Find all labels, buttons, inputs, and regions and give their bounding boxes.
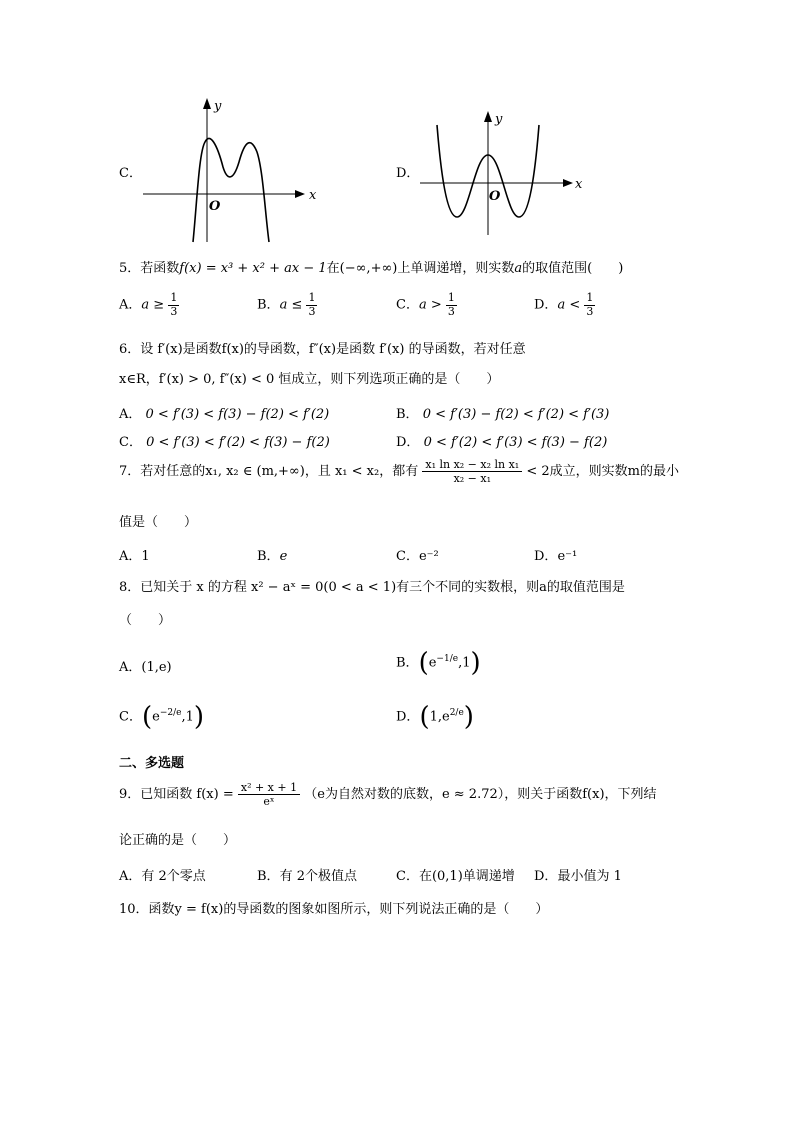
q7-option-d[interactable]: D．e⁻¹	[534, 549, 578, 564]
q8-stem-line1: 8．已知关于 x 的方程 x² − aˣ = 0(0 < a < 1)有三个不同的实数根，则a的取值范围是	[119, 580, 625, 595]
q6-stem-line2: x∈R，f′(x) > 0, f″(x) < 0 恒成立，则下列选项正确的是（ ）	[119, 372, 500, 387]
q8-option-c[interactable]: C．$(e^{-2/e},1)$	[119, 702, 205, 732]
q9-stem: 9．已知函数 f(x) = $\frac{\text{x² + x + 1}}{\text{eˣ}}$ （e为自然对数的底数，e ≈ 2.72），则关于函数f(x)，下列结	[119, 781, 657, 809]
graph-d-x-label: x	[575, 177, 583, 192]
q8-option-a[interactable]: A．(1,e)	[119, 660, 172, 675]
q6-stem-line1: 6．设 f′(x)是函数f(x)的导函数，f″(x)是函数 f′(x) 的导函数，若对任意	[119, 342, 526, 357]
graph-c-x-label: x	[309, 188, 317, 203]
q4-graph-d	[415, 105, 590, 240]
q9-option-b[interactable]: B．有 2个极值点	[257, 869, 357, 884]
q9-option-d[interactable]: D．最小值为 1	[534, 869, 622, 884]
q7-stem-line2: 值是（ ）	[119, 515, 198, 530]
graph-d-y-label: y	[495, 112, 503, 127]
q9-option-a[interactable]: A．有 2个零点	[119, 869, 206, 884]
q10-stem: 10．函数y = f(x)的导函数的图象如图所示，则下列说法正确的是（ ）	[119, 902, 549, 917]
q8-option-d[interactable]: D．$(1,e^{2/e})$	[396, 702, 474, 732]
q5-stem: 5．若函数f(x) = x³ + x² + ax − 1在(−∞,+∞)上单调递增，则实数a的取值范围( )	[119, 261, 624, 276]
q4-option-c-label: C．	[119, 166, 142, 181]
q6-option-d[interactable]: D． 0 < f′(2) < f′(3) < f(3) − f(2)	[396, 435, 608, 450]
q4-option-d-label: D．	[396, 166, 420, 181]
q6-option-b[interactable]: B． 0 < f′(3) − f(2) < f′(2) < f′(3)	[396, 407, 610, 422]
q5-option-b[interactable]: B．a ≤ $\frac{1}{3}$	[257, 291, 316, 318]
q7-option-a[interactable]: A．1	[119, 549, 150, 564]
q8-stem-line2: （ ）	[119, 613, 172, 628]
graph-c-y-label: y	[214, 99, 222, 114]
q6-option-a[interactable]: A． 0 < f′(3) < f(3) − f(2) < f′(2)	[119, 407, 330, 422]
q7-stem: 7．若对任意的x₁, x₂ ∈ (m,+∞)，且 x₁ < x₂，都有 $\frac{\text{x₁ ln x₂ − x₂ ln x₁}}{\text{x₂ − x₁}}$ < 2成立，则实数m的最小	[119, 458, 679, 486]
q9-option-c[interactable]: C．在(0,1)单调递增	[396, 869, 515, 884]
q5-option-a[interactable]: A．a ≥ $\frac{1}{3}$	[119, 291, 178, 318]
q7-option-c[interactable]: C．e⁻²	[396, 549, 439, 564]
q7-option-b[interactable]: B．e	[257, 549, 288, 564]
q5-option-d[interactable]: D．a < $\frac{1}{3}$	[534, 291, 594, 318]
q6-option-c[interactable]: C． 0 < f′(3) < f′(2) < f(3) − f(2)	[119, 435, 330, 450]
q5-option-c[interactable]: C．a > $\frac{1}{3}$	[396, 291, 455, 318]
q8-option-b[interactable]: B．$(e^{-1/e},1)$	[396, 648, 481, 678]
q4-graph-c	[135, 92, 325, 247]
q9-stem-line2: 论正确的是（ ）	[119, 833, 237, 848]
graph-c-origin-label: O	[209, 199, 221, 214]
graph-d-origin-label: O	[489, 189, 501, 204]
section-title-multiple-choice: 二、多选题	[119, 756, 185, 771]
